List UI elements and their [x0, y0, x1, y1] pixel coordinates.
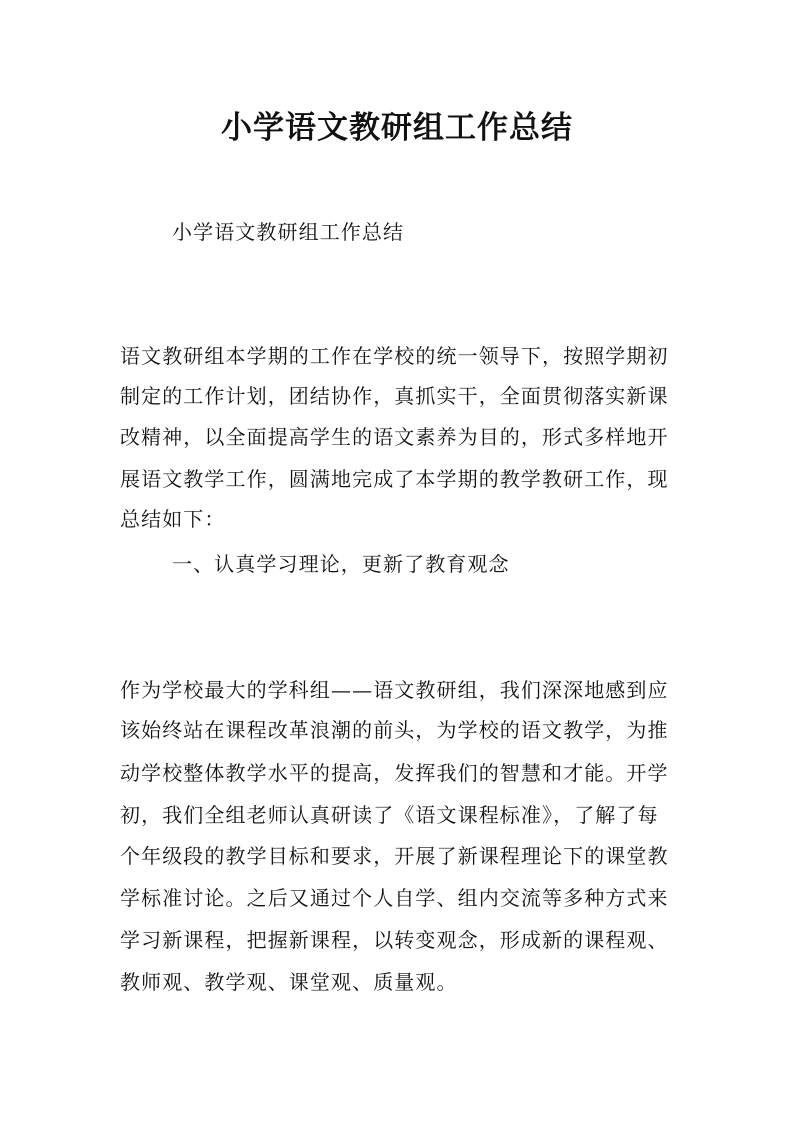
- paragraph-line: 展语文教学工作，圆满地完成了本学期的教学教研工作，现: [120, 467, 669, 491]
- paragraph-line: 该始终站在课程改革浪潮的前头，为学校的语文教学，为推: [120, 718, 669, 742]
- paragraph-line: 动学校整体教学水平的提高，发挥我们的智慧和才能。开学: [120, 761, 669, 785]
- paragraph-line: 制定的工作计划，团结协作，真抓实干，全面贯彻落实新课: [120, 384, 669, 408]
- paragraph-line: 改精神，以全面提高学生的语文素养为目的，形式多样地开: [120, 425, 669, 449]
- paragraph-line: 学习新课程，把握新课程，以转变观念，形成新的课程观、: [120, 928, 669, 952]
- paragraph-line: 教师观、教学观、课堂观、质量观。: [120, 970, 458, 994]
- document-title: 小学语文教研组工作总结: [221, 110, 573, 146]
- paragraph-line: 学标准讨论。之后又通过个人自学、组内交流等多种方式来: [120, 886, 669, 910]
- paragraph-line: 语文教研组本学期的工作在学校的统一领导下，按照学期初: [120, 344, 669, 368]
- section-heading: 一、认真学习理论，更新了教育观念: [172, 552, 510, 576]
- paragraph-line: 个年级段的教学目标和要求，开展了新课程理论下的课堂教: [120, 844, 669, 868]
- paragraph-line: 作为学校最大的学科组——语文教研组，我们深深地感到应: [120, 678, 669, 702]
- paragraph-line: 初，我们全组老师认真研读了《语文课程标准》，了解了每: [120, 803, 659, 827]
- document-subtitle: 小学语文教研组工作总结: [172, 220, 405, 244]
- paragraph-line: 总结如下：: [120, 507, 226, 531]
